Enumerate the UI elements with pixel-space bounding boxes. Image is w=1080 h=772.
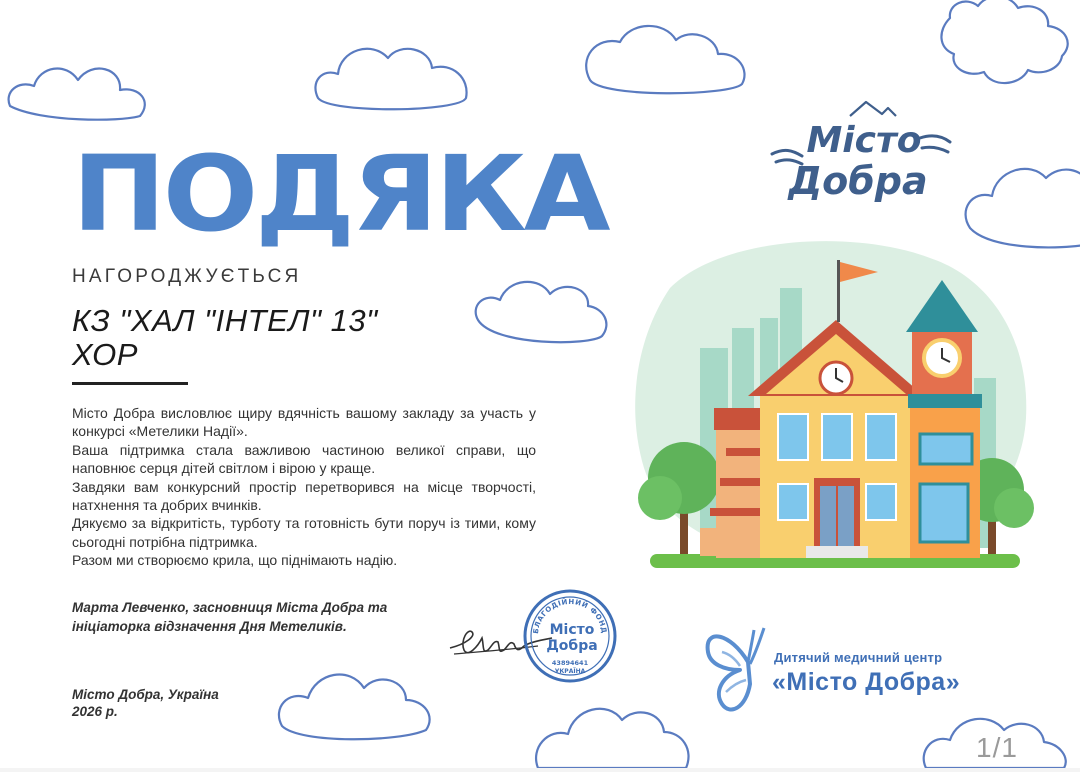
body-paragraph: Місто Добра висловлює щиру вдячність вашому закладу за участь у конкурсі «Метелики Надії».	[72, 405, 536, 440]
center-name-line-2: «Місто Добра»	[772, 668, 961, 696]
cloud-bottom-mid	[536, 709, 688, 768]
butterfly-logo	[700, 622, 776, 718]
body-paragraph: Завдяки вам конкурсний простір перетворився на місце творчості, натхнення та добрих вчинків.	[72, 478, 536, 514]
awarded-label: НАГОРОДЖУЄТЬСЯ	[72, 266, 302, 287]
stamp-country: УКРАЇНА	[554, 668, 586, 675]
misto-dobra-logo	[766, 98, 956, 206]
cloud-top-center	[586, 26, 744, 93]
stamp-line-2: Добра	[546, 638, 598, 654]
center-name-line-1: Дитячий медичний центр	[774, 650, 943, 665]
place-text: Місто Добра, Україна	[72, 687, 219, 702]
stamp-line-1: Місто	[549, 622, 595, 638]
body-paragraph: Ваша підтримка стала важливою частиною великої справи, що наповнює серця дітей світлом і вірою у краще.	[72, 441, 536, 477]
signatory-line-1: Марта Левченко, засновниця Міста Добра та	[72, 600, 388, 615]
recipient-name	[72, 304, 378, 372]
stamp-ring-text: БЛАГОДІЙНИЙ ФОНД	[531, 597, 609, 635]
logo-line-1: Місто	[806, 120, 922, 161]
recipient-line-2: ХОР	[72, 337, 138, 372]
cloud-top-left	[9, 69, 145, 120]
recipient-underline	[72, 382, 188, 385]
place-date	[72, 686, 219, 720]
body-paragraph: Дякуємо за відкритість, турботу та готовність бути поруч із тими, кому сьогодні потрібна підтримка.	[72, 515, 536, 550]
recipient-line-1: КЗ "ХАЛ "ІНТЕЛ" 13"	[72, 303, 378, 338]
certificate-title: ПОДЯКА	[72, 133, 608, 255]
page-indicator: 1/1	[976, 732, 1018, 763]
signatory-text	[72, 598, 452, 636]
cloud-bottom-left	[279, 675, 430, 740]
school-illustration	[630, 228, 1040, 600]
charity-stamp	[520, 588, 620, 684]
cloud-top-right	[941, 0, 1067, 83]
stamp-code: 43894641	[551, 659, 589, 667]
year-text: 2026 р.	[72, 704, 118, 719]
body-paragraph: Разом ми створюємо крила, що піднімають надію.	[72, 552, 398, 569]
logo-line-2: Добра	[788, 159, 928, 203]
signatory-line-2: ініціаторка відзначення Дня Метеликів.	[72, 619, 347, 634]
cloud-mid-small	[476, 282, 607, 342]
gratitude-text	[72, 404, 536, 570]
cloud-top-mid	[315, 49, 466, 109]
